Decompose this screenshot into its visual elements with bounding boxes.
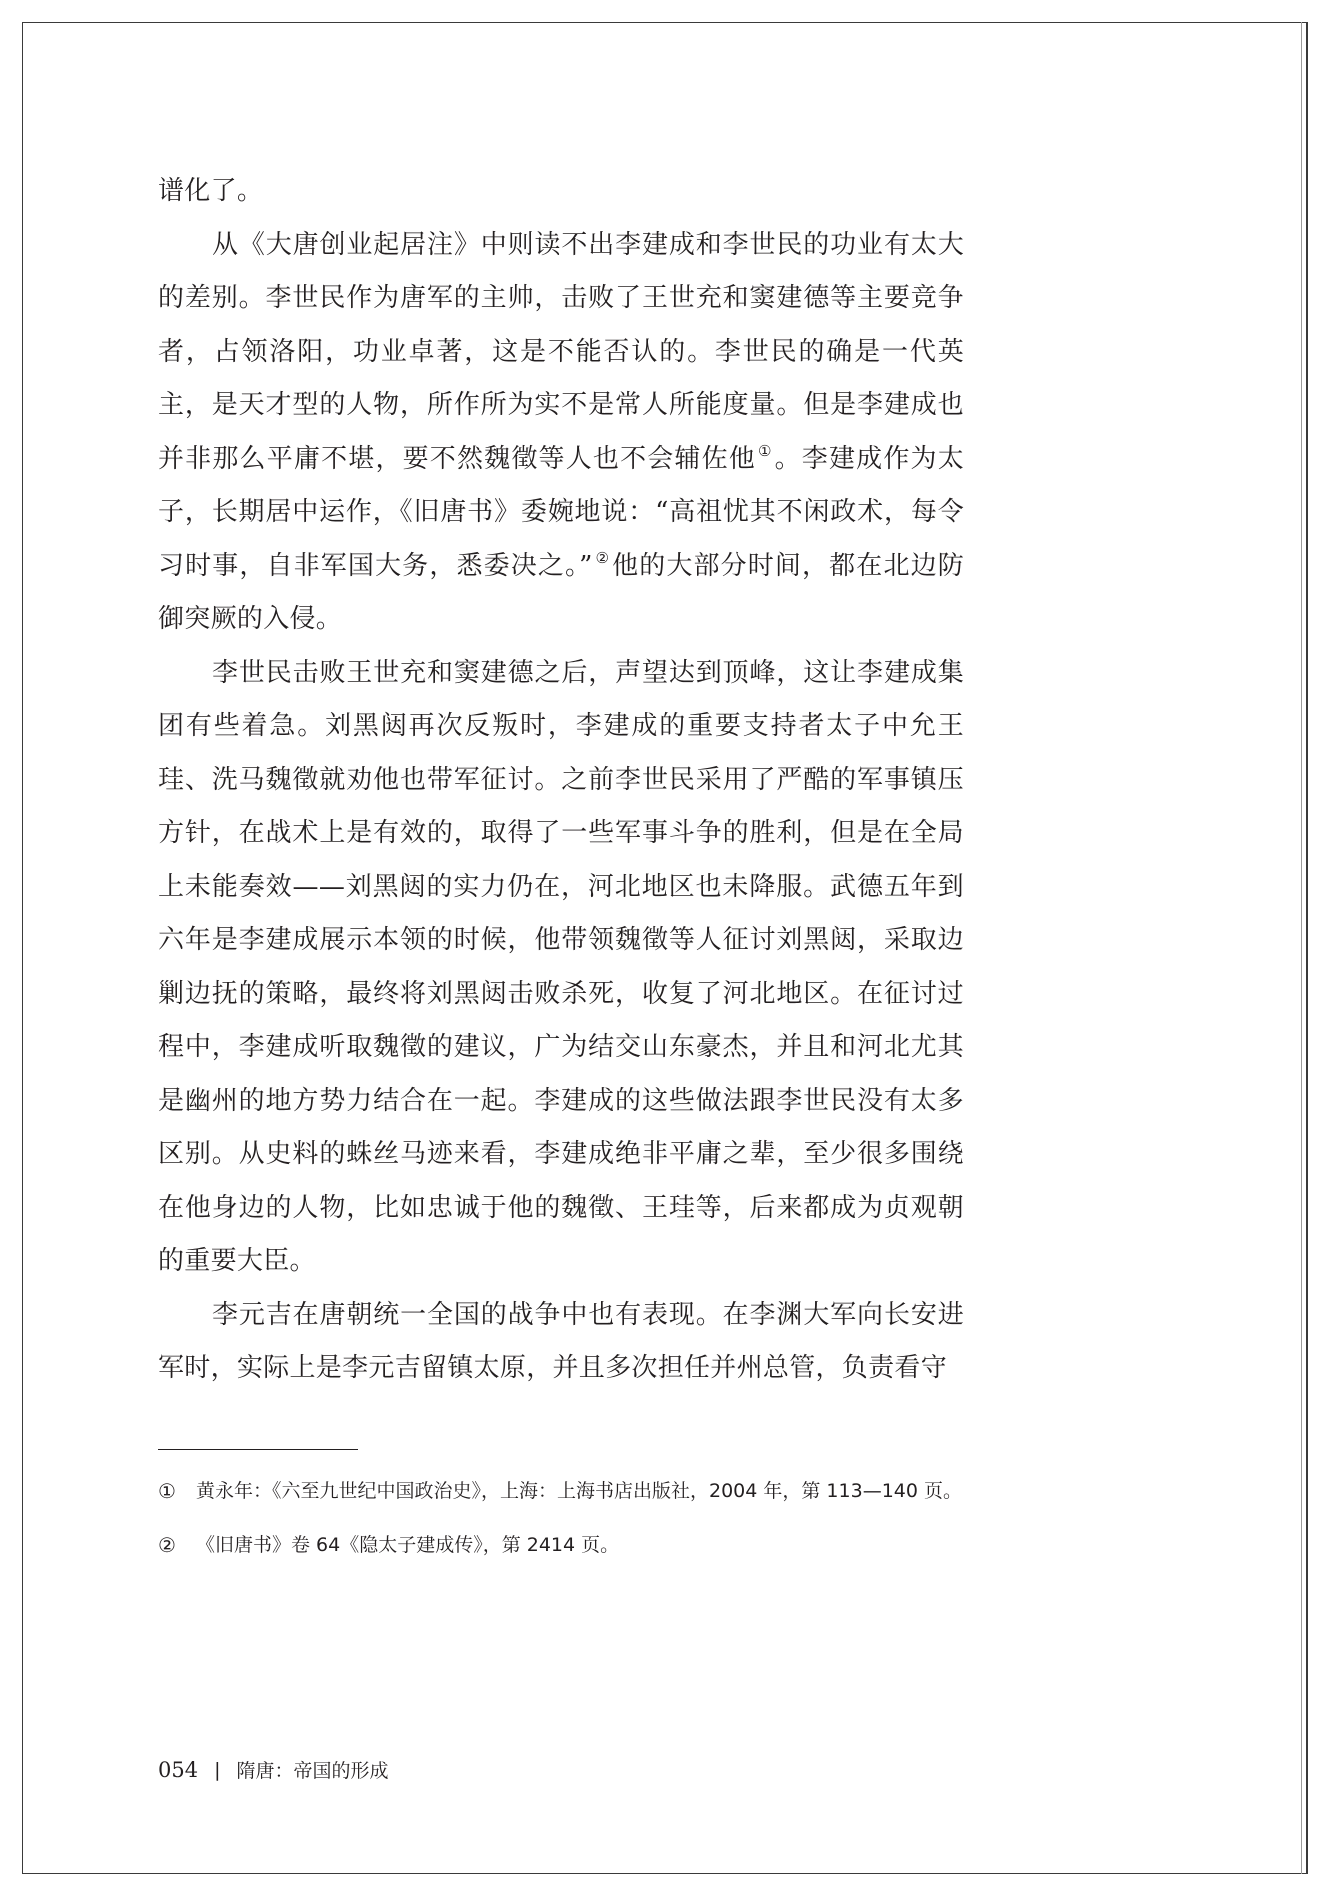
footnote-text: 黄永年：《六至九世纪中国政治史》，上海：上海书店出版社，2004 年，第 113—140 页。: [196, 1480, 963, 1502]
footnote-2: [158, 1529, 964, 1561]
paragraph-3: 李世民击败王世充和窦建德之后，声望达到顶峰，这让李建成集团有些着急。刘黑闼再次反叛时，李建成的重要支持者太子中允王珪、洗马魏徵就劝他也带军征讨。之前李世民采用了严酷的军事镇压方针，在战术上是有效的，取得了一些军事斗争的胜利，但是在全局上未能奏效——刘黑闼的实力仍在，河北地区也未降服。武德五年到六年是李建成展示本领的时候，他带领魏徵等人征讨刘黑闼，采取边剿边抚的策略，最终将刘黑闼击败杀死，收复了河北地区。在征讨过程中，李建成听取魏徵的建议，广为结交山东豪杰，并且和河北尤其是幽州的地方势力结合在一起。李建成的这些做法跟李世民没有太多区别。从史料的蛛丝马迹来看，李建成绝非平庸之辈，至少很多围绕在他身边的人物，比如忠诚于他的魏徵、王珪等，后来都成为贞观朝的重要大臣。: [158, 657, 964, 1276]
paragraph-4: 李元吉在唐朝统一全国的战争中也有表现。在李渊大军向长安进军时，实际上是李元吉留镇太原，并且多次担任并州总管，负责看守: [158, 1299, 964, 1383]
footnote-text: 《旧唐书》卷 64《隐太子建成传》，第 2414 页。: [196, 1534, 620, 1556]
footnote-ref-1[interactable]: ①: [757, 441, 773, 460]
footnote-ref-2[interactable]: ②: [594, 548, 611, 567]
footnote-mark: ②: [158, 1533, 176, 1557]
paragraph-2: [158, 219, 964, 647]
page-footer: [158, 1756, 389, 1783]
paragraph-2-part-c: 他的大部分时间，都在北边防御突厥的入侵。: [158, 550, 965, 634]
page-frame-right-inner: [1301, 22, 1302, 1874]
footnote-mark: ①: [158, 1479, 176, 1503]
page-frame-top: [22, 22, 1307, 23]
page-frame-bottom: [22, 1873, 1307, 1874]
running-book-title: 隋唐：帝国的形成: [236, 1760, 389, 1782]
paragraph-2-part-a: 从《大唐创业起居注》中则读不出李建成和李世民的功业有太大的差别。李世民作为唐军的主帅，击败了王世充和窦建德等主要竞争者，占领洛阳，功业卓著，这是不能否认的。李世民的确是一代英主，是天才型的人物，所作所为实不是常人所能度量。但是李建成也并非那么平庸不堪，要不然魏徵等人也不会辅佐他: [158, 229, 964, 474]
footnote-separator: [158, 1449, 358, 1450]
page-frame-right: [1306, 22, 1308, 1874]
footnote-1: [158, 1475, 964, 1507]
body-text: [158, 165, 964, 1396]
footnotes: [158, 1475, 964, 1583]
footer-separator: |: [214, 1758, 221, 1781]
paragraph-1: 谱化了。: [158, 176, 264, 206]
paragraph-2-part-b: 。李建成作为太子，长期居中运作，《旧唐书》委婉地说：“高祖忧其不闲政术，每令习时事，自非军国大务，悉委决之。”: [158, 443, 965, 581]
page-number: 054: [158, 1757, 199, 1782]
page-frame-left: [22, 22, 23, 1873]
